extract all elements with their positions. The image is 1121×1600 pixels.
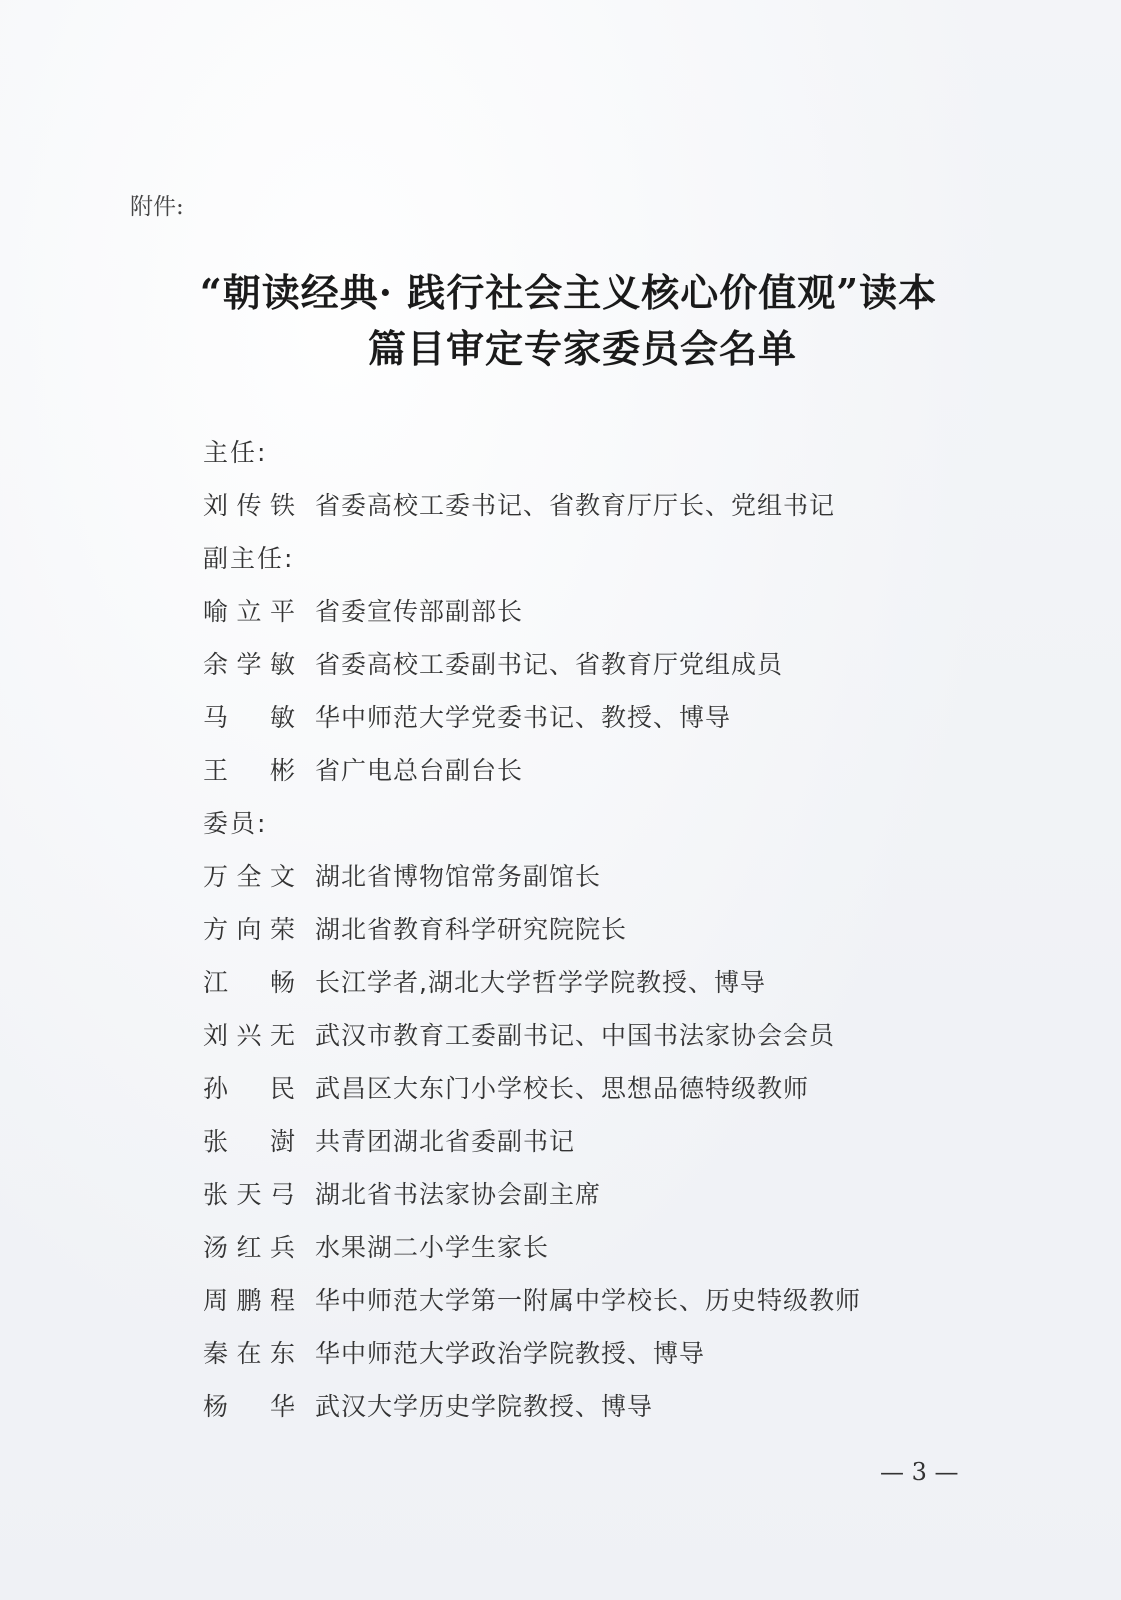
member-role: 省委宣传部副部长 bbox=[315, 597, 524, 626]
member-name: 江 畅 bbox=[203, 968, 295, 997]
member-name: 喻 立 平 bbox=[203, 597, 295, 626]
member-role: 省广电总台副台长 bbox=[315, 756, 524, 785]
section-heading-director: 主任: bbox=[203, 438, 268, 467]
title-line-2: 篇目审定专家委员会名单 bbox=[367, 326, 797, 371]
member-name: 余 学 敏 bbox=[203, 650, 295, 679]
member-name: 方 向 荣 bbox=[203, 915, 295, 944]
member-name: 刘 兴 无 bbox=[203, 1021, 295, 1050]
member-name: 孙 民 bbox=[203, 1074, 295, 1103]
member-role: 湖北省教育科学研究院院长 bbox=[315, 915, 628, 944]
title-line-1: “朝读经典· 践行社会主义核心价值观”读本 bbox=[199, 270, 938, 315]
section-heading-deputy-director: 副主任: bbox=[203, 544, 295, 573]
member-role: 武昌区大东门小学校长、思想品德特级教师 bbox=[315, 1074, 810, 1103]
member-name: 汤 红 兵 bbox=[203, 1233, 295, 1262]
member-role: 长江学者,湖北大学哲学学院教授、博导 bbox=[315, 968, 766, 997]
member-name: 张 澍 bbox=[203, 1127, 295, 1156]
member-role: 华中师范大学党委书记、教授、博导 bbox=[315, 703, 732, 732]
page-number: — 3 — bbox=[880, 1458, 959, 1486]
member-role: 省委高校工委副书记、省教育厅党组成员 bbox=[315, 650, 784, 679]
member-name: 王 彬 bbox=[203, 756, 295, 785]
member-name: 万 全 文 bbox=[203, 862, 295, 891]
member-role: 省委高校工委书记、省教育厅厅长、党组书记 bbox=[315, 491, 836, 520]
member-name: 秦 在 东 bbox=[203, 1339, 295, 1368]
section-heading-members: 委员: bbox=[203, 809, 268, 838]
member-role: 湖北省博物馆常务副馆长 bbox=[315, 862, 602, 891]
member-name: 刘 传 铁 bbox=[203, 491, 295, 520]
member-name: 马 敏 bbox=[203, 703, 295, 732]
member-name: 张 天 弓 bbox=[203, 1180, 295, 1209]
member-role: 武汉大学历史学院教授、博导 bbox=[315, 1392, 654, 1421]
attachment-label: 附件: bbox=[130, 194, 184, 220]
member-role: 湖北省书法家协会副主席 bbox=[315, 1180, 602, 1209]
member-role: 华中师范大学政治学院教授、博导 bbox=[315, 1339, 706, 1368]
member-name: 杨 华 bbox=[203, 1392, 295, 1421]
member-name: 周 鹏 程 bbox=[203, 1286, 295, 1315]
member-role: 武汉市教育工委副书记、中国书法家协会会员 bbox=[315, 1021, 836, 1050]
member-role: 水果湖二小学生家长 bbox=[315, 1233, 550, 1262]
member-role: 华中师范大学第一附属中学校长、历史特级教师 bbox=[315, 1286, 862, 1315]
member-role: 共青团湖北省委副书记 bbox=[315, 1127, 576, 1156]
